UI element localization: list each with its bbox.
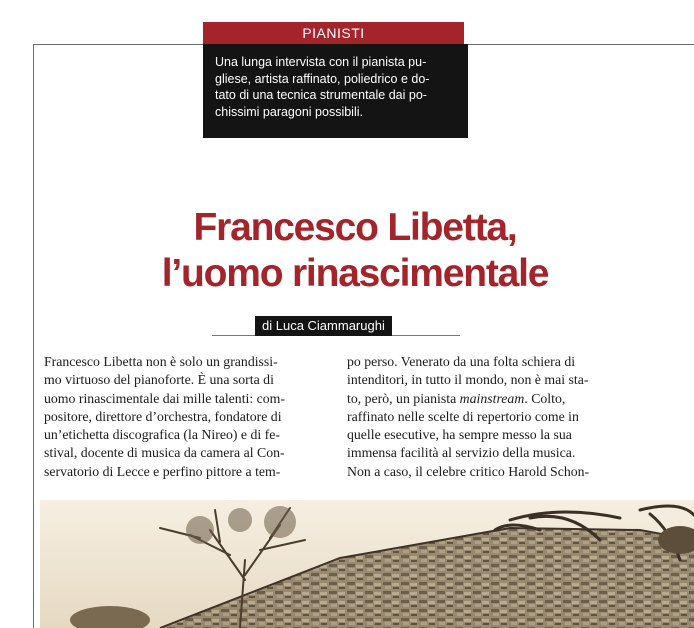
body-text: . Colto, — [524, 390, 566, 406]
body-column-right — [347, 353, 637, 481]
body-line: mo virtuoso del pianoforte. È una sorta di — [44, 372, 274, 388]
deck-line: chissimi paragoni possibili. — [215, 104, 363, 119]
body-line: immensa facilità al servizio della musica. — [347, 445, 576, 461]
headline — [60, 205, 650, 297]
byline: di Luca Ciammarughi — [255, 316, 392, 336]
body-emphasis: mainstream — [459, 390, 525, 406]
section-label: PIANISTI — [203, 22, 464, 44]
deck-line: tato di una tecnica strumentale dai po- — [215, 88, 427, 102]
body-line: uomo rinascimentale dai mille talenti: com- — [44, 390, 285, 406]
photo-illustration — [40, 500, 694, 628]
body-line — [347, 390, 637, 408]
body-line: Non a caso, il celebre critico Harold Schon- — [347, 463, 590, 479]
body-line: stival, docente di musica da camera al Con- — [44, 445, 285, 461]
deck-box — [203, 44, 468, 138]
body-line: raffinato nelle scelte di repertorio come in — [347, 408, 579, 424]
body-line: intenditori, in tutto il mondo, non è mai sta- — [347, 372, 589, 388]
body-line: servatorio di Lecce e perfino pittore a tem- — [44, 463, 281, 479]
body-line: positore, direttore d’orchestra, fondatore di — [44, 408, 282, 424]
body-line: Francesco Libetta non è solo un grandissi- — [44, 354, 278, 369]
body-column-left — [44, 353, 330, 481]
headline-line-1: Francesco Libetta, — [193, 206, 517, 249]
body-text: to, però, un pianista — [347, 390, 460, 406]
body-line: po perso. Venerato da una folta schiera di — [347, 354, 576, 369]
article-photo — [40, 500, 694, 628]
deck-line: gliese, artista raffinato, poliedrico e do- — [215, 71, 430, 86]
body-line: un’etichetta discografica (la Nireo) e di fe- — [44, 427, 280, 443]
headline-line-2: l’uomo rinascimentale — [161, 252, 549, 295]
deck-line: Una lunga intervista con il pianista pu- — [215, 55, 427, 69]
body-line: quelle esecutive, ha sempre messo la sua — [347, 427, 572, 443]
